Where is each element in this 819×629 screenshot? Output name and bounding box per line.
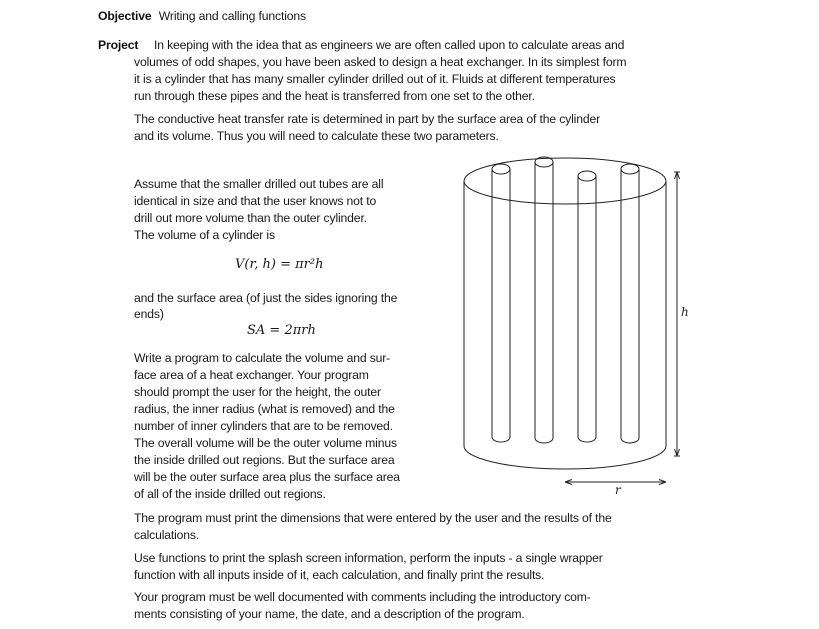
project-line: run through these pipes and the heat is transferred from one set to the other. [134,89,535,103]
inner-tube [492,164,510,442]
objective-text: Writing and calling functions [158,9,306,23]
project-line: volumes of odd shapes, you have been asked to design a heat exchanger. In its simplest form [134,55,627,69]
project-line: In keeping with the idea that as engineers we are often called upon to calculate areas and [154,38,625,52]
inner-tube [578,171,596,442]
objective-label: Objective [98,9,152,23]
objective-line [98,8,306,25]
paragraph-line: function with all inputs inside of it, each calculation, and finally print the results. [134,568,545,582]
paragraph-line: The overall volume will be the outer volume minus [134,436,397,450]
height-label: h [681,305,689,319]
paragraph-line: should prompt the user for the height, the outer [134,385,381,399]
outer-cylinder-bottom [464,446,666,469]
paragraph-line: number of inner cylinders that are to be removed. [134,419,393,433]
heat-exchanger-figure [455,150,695,495]
paragraph-line: The volume of a cylinder is [134,228,275,242]
paragraph-line: and the surface area (of just the sides ignoring the [134,291,398,305]
radius-label: r [615,483,621,495]
paragraph-line: of all of the inside drilled out regions. [134,487,326,501]
paragraph-line: face area of a heat exchanger. Your program [134,368,369,382]
project-line: it is a cylinder that has many smaller cylinder drilled out of it. Fluids at different temperatures [134,72,616,86]
surface-area-formula: SA = 2πrh [247,323,316,338]
inner-tube [535,157,553,443]
paragraph-line: will be the outer surface area plus the surface area [134,470,400,484]
paragraph-line: Write a program to calculate the volume and sur- [134,351,391,365]
paragraph-line: identical in size and that the user knows not to [134,194,377,208]
paragraph-line: The conductive heat transfer rate is determined in part by the surface area of the cylinder [134,112,600,126]
paragraph-line: ends) [134,307,164,321]
height-dimension-arrow [674,172,680,456]
paragraph-line: drill out more volume than the outer cylinder. [134,211,367,225]
paragraph-line: calculations. [134,528,200,542]
paragraph-line: and its volume. Thus you will need to calculate these two parameters. [134,129,499,143]
paragraph-line: ments consisting of your name, the date, and a description of the program. [134,607,525,621]
inner-tube [621,164,639,443]
paragraph-line: Use functions to print the splash screen information, perform the inputs - a single wrapper [134,551,603,565]
paragraph-line: radius, the inner radius (what is removed) and the [134,402,395,416]
paragraph-line: Assume that the smaller drilled out tubes are all [134,177,384,191]
volume-formula: V(r, h) = πr²h [235,257,324,272]
paragraph-line: the inside drilled out regions. But the surface area [134,453,395,467]
paragraph-line: Your program must be well documented with comments including the introductory com- [134,590,591,604]
project-label: Project [98,38,139,52]
paragraph-line: The program must print the dimensions that were entered by the user and the results of the [134,511,612,525]
